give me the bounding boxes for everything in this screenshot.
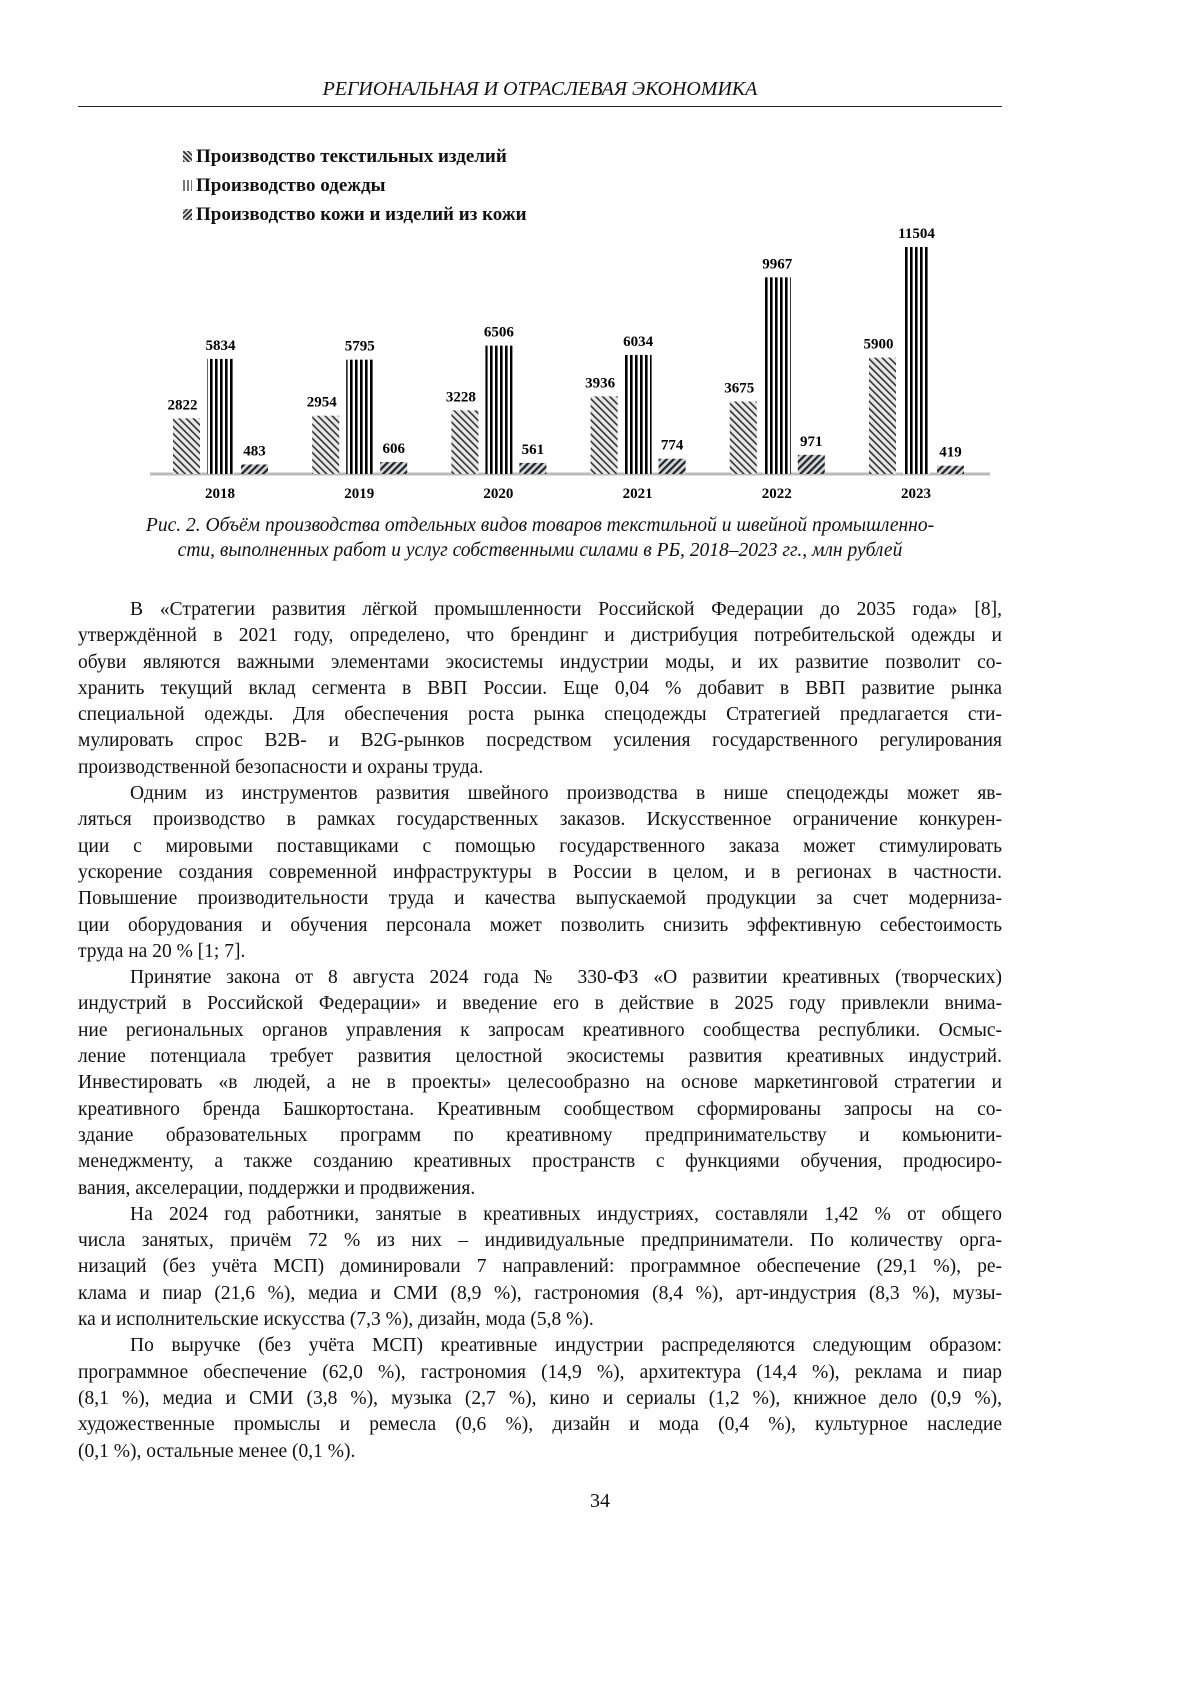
bar-clothing xyxy=(485,346,512,474)
data-label: 5900 xyxy=(864,337,894,353)
data-label: 3228 xyxy=(446,389,476,405)
text-line: ние региональных органов управления к запросам креативного сообщества республики. Осмыс- xyxy=(78,1018,1002,1044)
legend-label: Производство одежды xyxy=(196,175,386,197)
legend-label: Производство кожи и изделий из кожи xyxy=(196,204,527,226)
text-line: Инвестировать «в людей, а не в проекты» целесообразно на основе маркетинговой стратегии и xyxy=(78,1070,1002,1096)
bar-leather xyxy=(659,459,686,474)
paragraph xyxy=(78,597,1002,781)
data-label: 3675 xyxy=(724,380,754,396)
paragraph xyxy=(78,1202,1002,1333)
text-line: Принятие закона от 8 августа 2024 года № 330-ФЗ «О развитии креативных (творческих) xyxy=(78,965,1002,991)
text-line: ции оборудования и обучения персонала может позволить снизить эффективную себестоимость xyxy=(78,913,1002,939)
bar-leather xyxy=(380,462,407,474)
text-line: ление потенциала требует развития целостной экосистемы развития креативных индустрий. xyxy=(78,1044,1002,1070)
bar-leather xyxy=(937,466,964,474)
x-tick-label: 2021 xyxy=(623,486,653,502)
text-line: труда на 20 % [1; 7]. xyxy=(78,939,1002,965)
text-line: В «Стратегии развития лёгкой промышленности Российской Федерации до 2035 года» [8], xyxy=(78,597,1002,623)
paragraph xyxy=(78,965,1002,1202)
text-line: утверждённой в 2021 году, определено, что брендинг и дистрибуция потребительской одежды и xyxy=(78,623,1002,649)
paragraph xyxy=(78,1333,1002,1464)
data-label: 5834 xyxy=(206,338,237,354)
page-number: 34 xyxy=(0,1490,1200,1513)
text-line: программное обеспечение (62,0 %), гастрономия (14,9 %), архитектура (14,4 %), реклама и пиар xyxy=(78,1360,1002,1386)
text-line: ции с мировыми поставщиками с помощью государственного заказа может стимулировать xyxy=(78,834,1002,860)
data-label: 774 xyxy=(661,438,684,454)
text-line: На 2024 год работники, занятые в креативных индустриях, составляли 1,42 % от общего xyxy=(78,1202,1002,1228)
text-line: обуви являются важными элементами экосистемы индустрии моды, и их развитие позволит со- xyxy=(78,650,1002,676)
text-line: ускорение создания современной инфраструктуры в России в целом, и в регионах в частности. xyxy=(78,860,1002,886)
x-tick-label: 2019 xyxy=(344,486,374,502)
bar-leather xyxy=(241,464,268,474)
text-line: вания, акселерации, поддержки и продвижения. xyxy=(78,1176,1002,1202)
legend-swatch-icon xyxy=(183,180,192,191)
text-line: художественные промыслы и ремесла (0,6 %), дизайн и мода (0,4 %), культурное наследие xyxy=(78,1412,1002,1438)
legend-swatch-icon xyxy=(183,209,192,220)
legend-item-clothing xyxy=(183,171,527,200)
data-label: 561 xyxy=(522,442,545,458)
text-line: Повышение производительности труда и качества выпускаемой продукции за счет модерниза- xyxy=(78,886,1002,912)
text-line: низаций (без учёта МСП) доминировали 7 направлений: программное обеспечение (29,1 %), ре- xyxy=(78,1254,1002,1280)
text-line: клама и пиар (21,6 %), медиа и СМИ (8,9 %), гастрономия (8,4 %), арт-индустрия (8,3 %), музы- xyxy=(78,1281,1002,1307)
bar-leather xyxy=(519,463,546,474)
bar-clothing xyxy=(625,355,652,474)
data-label: 483 xyxy=(243,443,266,459)
body-text xyxy=(78,597,1002,1465)
chart-legend xyxy=(183,142,527,229)
data-label: 2954 xyxy=(307,395,338,411)
bar-textile xyxy=(451,410,478,474)
running-header: РЕГИОНАЛЬНАЯ И ОТРАСЛЕВАЯ ЭКОНОМИКА xyxy=(78,78,1002,101)
paragraph xyxy=(78,781,1002,965)
x-tick-label: 2023 xyxy=(901,486,931,502)
data-label: 606 xyxy=(382,441,405,457)
legend-item-textile xyxy=(183,142,527,171)
figure-caption xyxy=(78,513,1002,563)
data-label: 2822 xyxy=(168,397,198,413)
text-line: ка и исполнительские искусства (7,3 %), дизайн, мода (5,8 %). xyxy=(78,1307,1002,1333)
caption-line: Рис. 2. Объём производства отдельных видов товаров текстильной и швейной промышленно- xyxy=(78,513,1002,538)
text-line: производственной безопасности и охраны труда. xyxy=(78,755,1002,781)
text-line: ляться производство в рамках государственных заказов. Искусственное ограничение конкурен- xyxy=(78,807,1002,833)
text-line: креативного бренда Башкортостана. Креативным сообществом сформированы запросы на со- xyxy=(78,1097,1002,1123)
text-line: По выручке (без учёта МСП) креативные индустрии распределяются следующим образом: xyxy=(78,1333,1002,1359)
data-label: 419 xyxy=(939,445,962,461)
text-line: (0,1 %), остальные менее (0,1 %). xyxy=(78,1439,1002,1465)
data-label: 6034 xyxy=(623,334,654,350)
legend-swatch-icon xyxy=(183,151,192,162)
text-line: (8,1 %), медиа и СМИ (3,8 %), музыка (2,7 %), кино и сериалы (1,2 %), книжное дело (0,9 %), xyxy=(78,1386,1002,1412)
text-line: индустрий в Российской Федерации» и введение его в действие в 2025 году привлекли внима- xyxy=(78,991,1002,1017)
text-line: здание образовательных программ по креативному предпринимательству и комьюнити- xyxy=(78,1123,1002,1149)
text-line: специальной одежды. Для обеспечения роста рынка спецодежды Стратегией предлагается сти- xyxy=(78,702,1002,728)
x-tick-label: 2020 xyxy=(483,486,513,502)
data-label: 3936 xyxy=(585,375,616,391)
text-line: Одним из инструментов развития швейного производства в нише спецодежды может яв- xyxy=(78,781,1002,807)
legend-label: Производство текстильных изделий xyxy=(196,146,507,168)
text-line: числа занятых, причём 72 % из них – индивидуальные предприниматели. По количеству орга- xyxy=(78,1228,1002,1254)
bar-textile xyxy=(173,418,200,474)
bar-textile xyxy=(312,416,339,474)
data-label: 971 xyxy=(800,434,823,450)
bar-textile xyxy=(730,401,757,474)
data-label: 9967 xyxy=(762,256,793,272)
bar-clothing xyxy=(346,360,373,474)
bar-textile xyxy=(591,396,618,474)
text-line: хранить текущий вклад сегмента в ВВП России. Еще 0,04 % добавит в ВВП развитие рынка xyxy=(78,676,1002,702)
bar-textile xyxy=(869,358,896,474)
bar-clothing xyxy=(764,277,791,474)
document-page xyxy=(0,0,1200,1698)
bar-leather xyxy=(798,455,825,474)
legend-item-leather xyxy=(183,200,527,229)
x-tick-label: 2018 xyxy=(205,486,235,502)
data-label: 11504 xyxy=(898,226,935,242)
bar-clothing xyxy=(903,247,930,474)
x-tick-label: 2022 xyxy=(762,486,792,502)
text-line: менеджменту, а также созданию креативных пространств с функциями обучения, продюсиро- xyxy=(78,1149,1002,1175)
bar-chart xyxy=(0,0,1200,510)
data-label: 5795 xyxy=(345,339,375,355)
data-label: 6506 xyxy=(484,325,515,341)
bar-clothing xyxy=(207,359,234,474)
caption-line: сти, выполненных работ и услуг собственными силами в РБ, 2018–2023 гг., млн рублей xyxy=(78,538,1002,563)
text-line: мулировать спрос B2B- и B2G-рынков посредством усиления государственного регулирования xyxy=(78,728,1002,754)
